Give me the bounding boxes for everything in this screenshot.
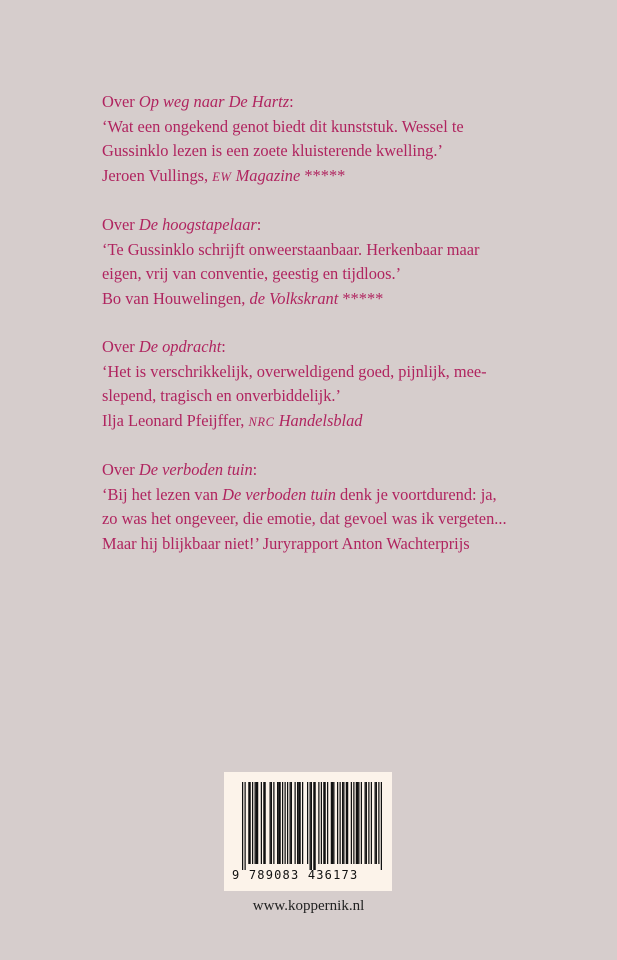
barcode-bar [371, 782, 372, 864]
quote-line: zo was het ongeveer, die emotie, dat gevoel was ik vergeten... [102, 509, 507, 528]
barcode-bar [297, 782, 298, 864]
barcode-bar [307, 782, 308, 864]
review-op-weg-naar-de-hartz [102, 90, 522, 189]
barcode-bar [381, 782, 382, 870]
barcode-bar [375, 782, 376, 864]
barcode-bar [342, 782, 343, 864]
barcode-bar [270, 782, 271, 864]
barcode-bar [315, 782, 316, 870]
barcode-bar [376, 782, 377, 864]
barcode-bar [311, 782, 312, 870]
barcode-bar [252, 782, 253, 864]
barcode-bar [290, 782, 291, 864]
barcode-bar [357, 782, 358, 864]
attribution [102, 164, 522, 190]
publication: EW Magazine [212, 165, 301, 185]
quote-line: ‘Bij het lezen van De verboden tuin denk je voortdurend: ja, [102, 484, 497, 504]
barcode-bar [282, 782, 283, 864]
barcode-bar [358, 782, 359, 864]
barcode-bar [295, 782, 296, 864]
barcode-bar [333, 782, 334, 864]
publisher-website: www.koppernik.nl [252, 898, 365, 914]
barcode-bar [323, 782, 324, 864]
isbn-number: 9 789083 436173 [232, 868, 359, 882]
quote-line: ‘Wat een ongekend genot biedt dit kunststuk. Wessel te [102, 116, 464, 136]
barcode-bar [265, 782, 266, 864]
barcode-bar [285, 782, 286, 864]
attribution [102, 409, 522, 435]
barcode-bar [277, 782, 278, 864]
review-list [102, 90, 522, 580]
barcode-bar [298, 782, 299, 864]
attribution [102, 287, 522, 312]
barcode-bar [337, 782, 338, 864]
barcode-bar [248, 782, 249, 864]
barcode-bar [347, 782, 348, 864]
barcode-bar [242, 782, 243, 870]
review-de-hoogstapelaar [102, 213, 522, 311]
review-de-opdracht [102, 335, 522, 434]
barcode-bar [356, 782, 357, 864]
publication: NRC Handelsblad [248, 410, 363, 430]
barcode-bar [257, 782, 258, 864]
book-title: Op weg naar De Hartz [138, 92, 290, 111]
barcode-bar [368, 782, 369, 864]
publication: de Volkskrant [249, 288, 339, 308]
barcode-bar [255, 782, 256, 864]
barcode-bar [310, 782, 311, 870]
barcode-bar [250, 782, 251, 864]
reviewer-name: Jeroen Vullings, [102, 165, 213, 185]
barcode-bar [361, 782, 362, 864]
barcode-bar [327, 782, 328, 864]
barcode-bar [261, 782, 262, 864]
barcode-bar [300, 782, 301, 864]
barcode-bar [340, 782, 341, 864]
barcode-bar [366, 782, 367, 864]
barcode-bar [321, 782, 322, 864]
barcode-bar [302, 782, 303, 864]
barcode-bar [278, 782, 279, 864]
isbn-barcode [224, 772, 392, 891]
barcode-bar [245, 782, 246, 870]
book-title: De opdracht [138, 337, 222, 356]
barcode-bar [353, 782, 354, 864]
star-rating: ***** [338, 288, 384, 308]
reviewer-name: Bo van Houwelingen, [102, 288, 250, 308]
barcode-bar [256, 782, 257, 864]
barcode-bar [271, 782, 272, 864]
quote-line: Maar hij blijkbaar niet!’ Juryrapport Anton Wachterprijs [102, 533, 470, 553]
quote-line: ‘Te Gussinklo schrijft onweerstaanbaar. Herkenbaar maar [102, 239, 480, 259]
quote-line: slepend, tragisch en onverbiddelijk.’ [102, 386, 341, 405]
barcode-bar [280, 782, 281, 864]
book-title: De verboden tuin [138, 460, 253, 479]
barcode-bar [331, 782, 332, 864]
barcode-bar [287, 782, 288, 864]
reviewer-name: Ilja Leonard Pfeijffer, [102, 410, 249, 430]
quote-line: Gussinklo lezen is een zoete kluisterende kwelling.’ [102, 141, 443, 160]
barcode-bar [332, 782, 333, 864]
review-heading: Over De hoogstapelaar: [102, 215, 262, 234]
barcode-bar [351, 782, 352, 864]
book-title: De verboden tuin [222, 484, 336, 504]
barcode-bar [318, 782, 319, 864]
barcode-bar [343, 782, 344, 864]
barcode-bar [325, 782, 326, 864]
quote-line: ‘Het is verschrikkelijk, overweldigend goed, pijnlijk, mee- [102, 361, 487, 381]
book-title: De hoogstapelaar [138, 215, 257, 234]
barcode-bar [365, 782, 366, 864]
review-de-verboden-tuin [102, 458, 522, 556]
barcode-bar [291, 782, 292, 864]
barcode-bar [313, 782, 314, 870]
barcode-bar [273, 782, 274, 864]
quote-line: eigen, vrij van conventie, geestig en tijdloos.’ [102, 264, 402, 283]
barcode-bar [378, 782, 379, 864]
barcode-bar [346, 782, 347, 864]
barcode-bar [263, 782, 264, 864]
star-rating: ***** [300, 165, 346, 185]
review-heading: Over De verboden tuin: [102, 460, 258, 479]
review-heading: Over De opdracht: [102, 337, 226, 356]
review-heading: Over Op weg naar De Hartz: [102, 92, 294, 111]
